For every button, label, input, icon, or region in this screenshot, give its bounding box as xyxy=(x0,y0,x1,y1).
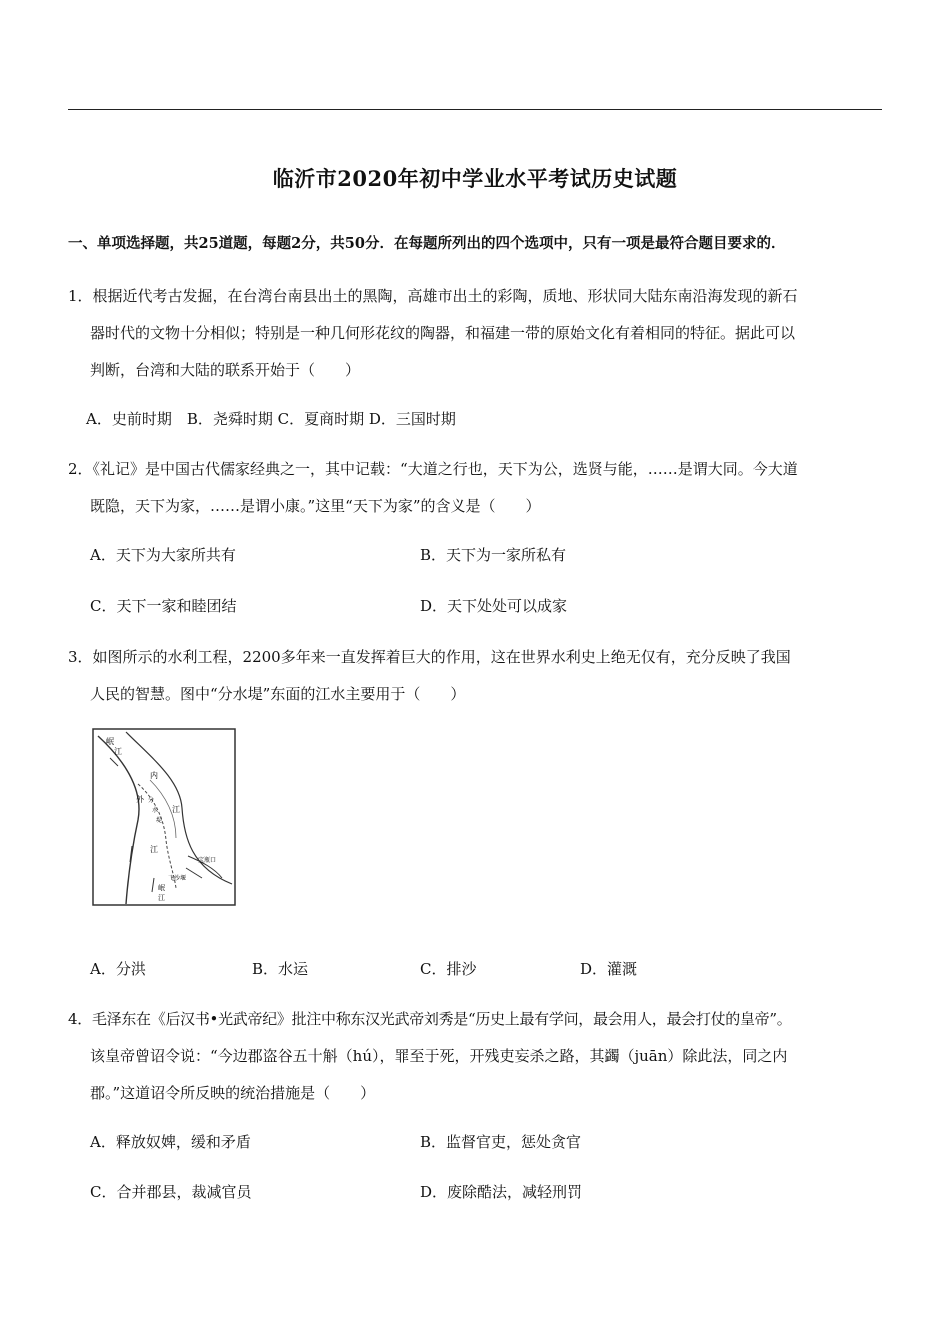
map-label-jiang-4: 江 xyxy=(158,894,165,902)
question-4-line-3: 郡。”这道诏令所反映的统治措施是（ ） xyxy=(90,1084,376,1102)
question-3-line-2: 人民的智慧。图中“分水堤”东面的江水主要用于（ ） xyxy=(90,685,466,703)
question-1-line-1: 1．根据近代考古发掘，在台湾台南县出土的黑陶，高雄市出土的彩陶，质地、形状同大陆东南沿海发现的新石 xyxy=(68,287,798,305)
question-2-option-c: C．天下一家和睦团结 xyxy=(90,597,237,615)
question-1-line-2: 器时代的文物十分相似；特别是一种几何形花纹的陶器，和福建一带的原始文化有着相同的特征。据此可以 xyxy=(90,324,796,342)
question-3-line-1: 3．如图所示的水利工程，2200多年来一直发挥着巨大的作用，这在世界水利史上绝无仅有，充分反映了我国 xyxy=(68,648,791,666)
question-3-option-c: C．排沙 xyxy=(420,960,477,978)
question-2-option-d: D．天下处处可以成家 xyxy=(420,597,568,615)
map-label-fen: 分 xyxy=(148,797,155,804)
header-rule xyxy=(68,109,882,110)
question-2-line-1: 2．《礼记》是中国古代儒家经典之一，其中记载：“大道之行也，天下为公，选贤与能，……是谓大同。今大道 xyxy=(68,460,798,478)
question-2-option-a: A．天下为大家所共有 xyxy=(90,546,236,564)
question-1-line-3: 判断，台湾和大陆的联系开始于（ ） xyxy=(90,361,361,379)
map-label-shui: 水 xyxy=(152,807,159,814)
map-label-jiang-3: 江 xyxy=(150,845,158,854)
question-2-line-2: 既隐，天下为家，……是谓小康。”这里“天下为家”的含义是（ ） xyxy=(90,497,541,515)
section-heading: 一、单项选择题，共25道题，每题2分，共50分．在每题所列出的四个选项中，只有一项是最符合题目要求的． xyxy=(68,235,786,252)
question-4-option-a: A．释放奴婢，缓和矛盾 xyxy=(90,1133,251,1151)
question-4-option-d: D．废除酷法，减轻刑罚 xyxy=(420,1183,583,1201)
page-title: 临沂市2020年初中学业水平考试历史试题 xyxy=(272,166,678,191)
question-2-option-b: B．天下为一家所私有 xyxy=(420,546,567,564)
map-label-min-2: 岷 xyxy=(158,884,165,892)
map-label-jiang-1: 江 xyxy=(114,747,122,756)
map-label-wai: 外 xyxy=(136,795,144,804)
map-label-nei: 内 xyxy=(150,771,158,780)
question-4-option-b: B．监督官吏，惩处贪官 xyxy=(420,1133,582,1151)
question-1-options: A．史前时期 B．尧舜时期 C．夏商时期 D．三国时期 xyxy=(86,410,456,428)
map-label-feisha: 飞沙堰 xyxy=(168,875,187,882)
question-3-option-d: D．灌溉 xyxy=(580,960,638,978)
question-4-line-1: 4．毛泽东在《后汉书•光武帝纪》批注中称东汉光武帝刘秀是“历史上最有学问，最会用人，最会打仗的皇帝”。 xyxy=(68,1010,792,1028)
question-4-line-2: 该皇帝曾诏令说：“今边郡盗谷五十斛（hú），罪至于死，开残吏妄杀之路，其蠲（juān）除此法，同之内 xyxy=(90,1047,788,1065)
dujiangyan-map xyxy=(92,728,236,906)
question-3-option-b: B．水运 xyxy=(252,960,309,978)
map-label-di: 堤 xyxy=(156,817,163,824)
map-label-min-1: 岷 xyxy=(106,737,114,746)
map-label-baoping: 宝瓶口 xyxy=(198,857,217,864)
question-3-option-a: A．分洪 xyxy=(90,960,146,978)
question-4-option-c: C．合并郡县，裁减官员 xyxy=(90,1183,252,1201)
map-label-jiang-2: 江 xyxy=(172,805,180,814)
